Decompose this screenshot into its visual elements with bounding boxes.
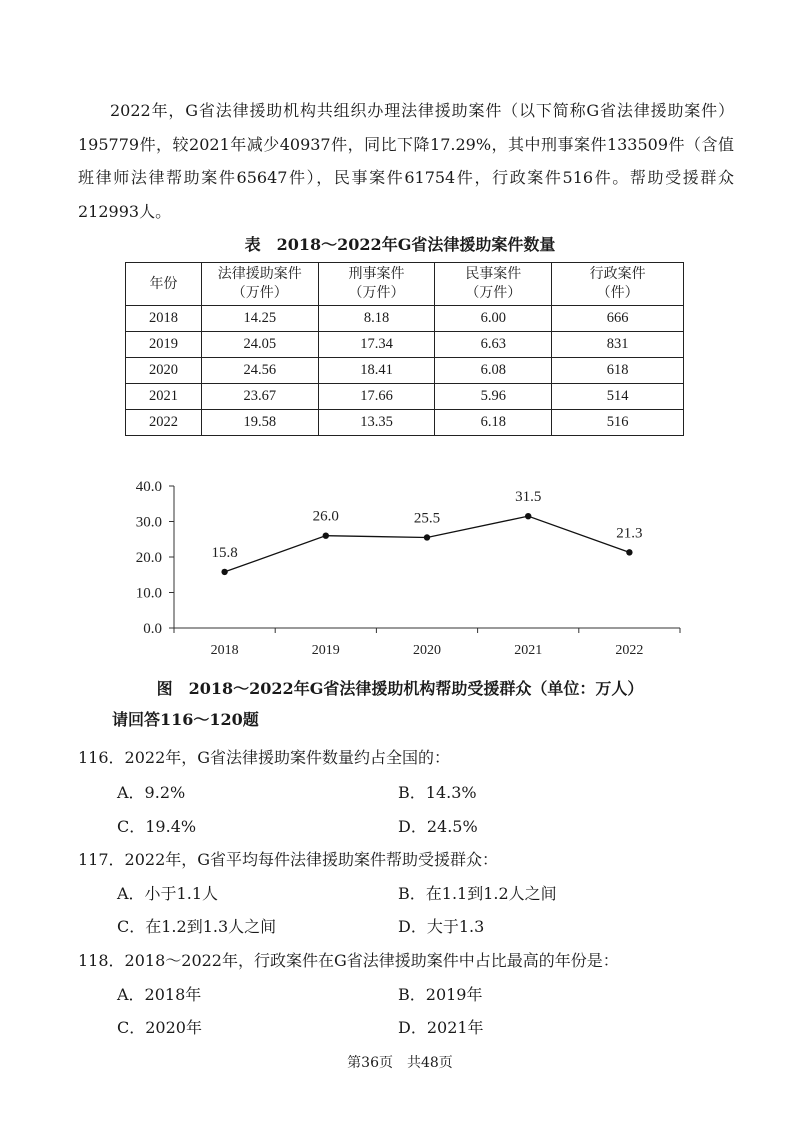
table-cell: 516 [552, 410, 684, 436]
question-118-option-d[interactable]: D．2021年 [398, 1018, 484, 1037]
data-label: 21.3 [616, 525, 643, 542]
x-tick-label: 2018 [210, 643, 239, 658]
table-cell: 6.63 [435, 332, 552, 358]
y-tick-label: 30.0 [135, 514, 162, 531]
question-117-stem: 117．2022年，G省平均每件法律援助案件帮助受援群众： [78, 850, 499, 869]
table-cell: 8.18 [318, 306, 435, 332]
data-label: 31.5 [515, 489, 542, 506]
x-tick-label: 2022 [615, 643, 644, 658]
data-point [424, 534, 430, 540]
question-118-option-c[interactable]: C．2020年 [117, 1018, 202, 1037]
y-tick-label: 20.0 [135, 550, 162, 566]
table-cell: 24.05 [201, 332, 318, 358]
data-label: 15.8 [211, 544, 238, 561]
table-cell: 666 [552, 306, 684, 332]
table-cell: 6.18 [435, 410, 552, 436]
table-header-row [126, 263, 684, 306]
table-cell: 2022 [126, 410, 202, 436]
question-116-option-c[interactable]: C．19.4% [117, 817, 197, 836]
question-116-stem: 116．2022年，G省法律援助案件数量约占全国的： [78, 748, 451, 767]
table-cell: 2021 [126, 384, 202, 410]
header-criminal: 刑事案件 （万件） [318, 263, 435, 306]
question-118-stem: 118．2018～2022年，行政案件在G省法律援助案件中占比最高的年份是： [78, 951, 619, 970]
table-caption: 表 2018～2022年G省法律援助案件数量 [244, 235, 556, 254]
table-cell: 831 [552, 332, 684, 358]
x-tick-label: 2020 [413, 643, 441, 658]
table-cell: 6.00 [435, 306, 552, 332]
table-cell: 618 [552, 358, 684, 384]
table-cell: 24.56 [201, 358, 318, 384]
figure-caption: 图 2018～2022年G省法律援助机构帮助受援群众（单位：万人） [156, 679, 644, 698]
intro-paragraph: 2022年，G省法律援助机构共组织办理法律援助案件（以下简称G省法律援助案件）195779件，较2021年减少40937件，同比下降17.29%，其中刑事案件133509件（含值班律师法律帮助案件65647件），民事案件61754件，行政案件516件。帮助受援群众212993人。 [78, 101, 734, 221]
assisted-people-line-chart [118, 472, 688, 662]
y-tick-label: 10.0 [135, 585, 162, 602]
table-cell: 17.66 [318, 384, 435, 410]
data-point [525, 513, 531, 519]
table-cell: 2018 [126, 306, 202, 332]
y-tick-label: 40.0 [135, 479, 162, 495]
header-civil: 民事案件 （万件） [435, 263, 552, 306]
table-cell: 19.58 [201, 410, 318, 436]
table-cell: 17.34 [318, 332, 435, 358]
table-cell: 514 [552, 384, 684, 410]
question-116-option-a[interactable]: A．9.2% [117, 783, 186, 802]
header-legal-aid: 法律援助案件 （万件） [201, 263, 318, 306]
table-cell: 5.96 [435, 384, 552, 410]
table-cell: 2020 [126, 358, 202, 384]
question-instruction: 请回答116～120题 [112, 710, 259, 729]
data-label: 25.5 [413, 510, 441, 527]
page-footer: 第36页 共48页 [347, 1055, 453, 1071]
question-118-option-a[interactable]: A．2018年 [117, 985, 202, 1004]
y-tick-label: 0.0 [143, 621, 162, 637]
table-cell: 18.41 [318, 358, 435, 384]
table-row [126, 358, 684, 384]
table-cell: 2019 [126, 332, 202, 358]
data-point [626, 549, 632, 555]
table-row [126, 306, 684, 332]
question-117-option-d[interactable]: D．大于1.3 [398, 917, 485, 936]
table-row [126, 384, 684, 410]
data-label: 26.0 [312, 508, 339, 525]
table-cell: 14.25 [201, 306, 318, 332]
header-administrative: 行政案件 （件） [552, 263, 684, 306]
header-year: 年份 [126, 263, 202, 306]
table-row [126, 410, 684, 436]
data-point [323, 533, 329, 539]
table-row [126, 332, 684, 358]
question-116-option-b[interactable]: B．14.3% [398, 783, 477, 802]
question-116-option-d[interactable]: D．24.5% [398, 817, 478, 836]
question-118-option-b[interactable]: B．2019年 [398, 985, 483, 1004]
data-point [221, 569, 227, 575]
question-117-option-b[interactable]: B．在1.1到1.2人之间 [398, 884, 557, 903]
x-tick-label: 2019 [311, 643, 340, 658]
table-cell: 13.35 [318, 410, 435, 436]
x-tick-label: 2021 [514, 643, 543, 658]
case-count-table [125, 262, 684, 436]
question-117-option-a[interactable]: A．小于1.1人 [117, 884, 219, 903]
table-cell: 6.08 [435, 358, 552, 384]
question-117-option-c[interactable]: C．在1.2到1.3人之间 [117, 917, 277, 936]
table-cell: 23.67 [201, 384, 318, 410]
